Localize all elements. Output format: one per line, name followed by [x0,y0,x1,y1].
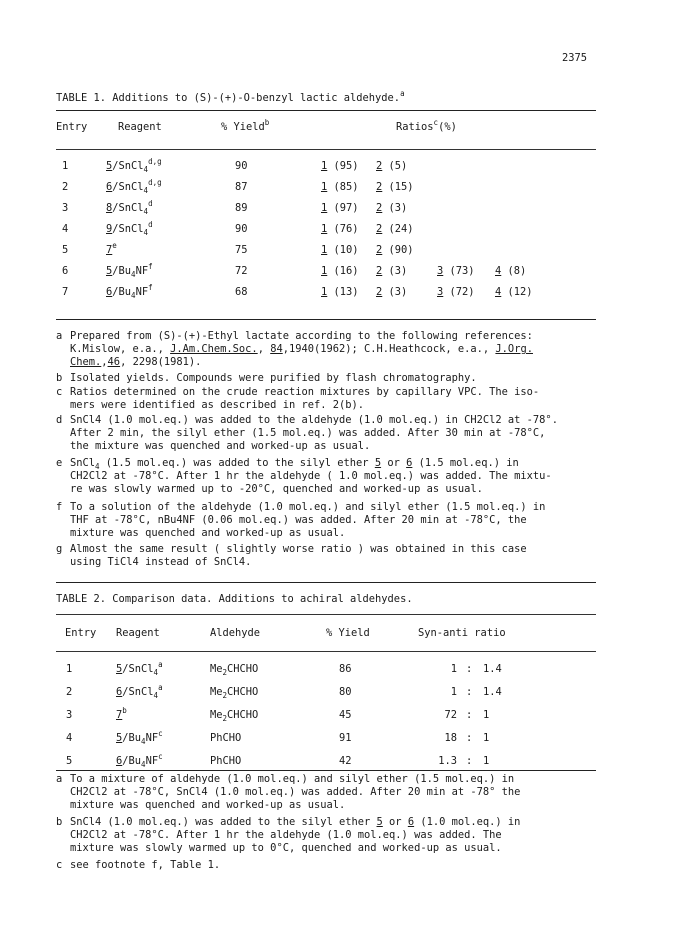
table1-footnote-d: d SnCl4 (1.0 mol.eq.) was added to the aldehyde (1.0 mol.eq.) in CH2Cl2 at -78°. After 2 min, the silyl ether (1.5 mol.eq.) was added. After 30 min at -78°C, the mixture was quenched and worked-up as usual. [56,414,558,452]
table1-header-yield: % Yield$^b$ [221,118,270,133]
table1-header-ratios: Ratios$^c$(%) [396,118,457,133]
table1-header-entry: Entry [56,121,88,133]
table1-bottom-rule [56,319,596,320]
table1-footnote-a: a Prepared from (S)-(+)-Ethyl lactate according to the following references: K.Mislow, e.a., J.Am.Chem.Soc., 84,1940(1962); C.H.Heathcock, e.a., J.Org. Chem.,46, 2298(1981). [56,330,533,368]
table1-cell-yield: 75 [235,244,248,256]
table1-cell-ratio-1: 1 (16) [321,265,359,277]
table2-cell-aldehyde: $Me_2CHCHO$ [210,686,259,700]
table2-cell-colon: : [466,709,473,721]
table1-cell-reagent: 9/SnCl$_4^d$ [106,220,153,237]
table1-cell-ratio-4: 4 (12) [495,286,533,298]
table1-header-rule [56,149,596,150]
table2-header-ratio: Syn-anti ratio [418,627,506,639]
table2-cell-syn: 1 [450,686,457,698]
page-number: 2375 [562,52,588,64]
table1-cell-ratio-3: 3 (72) [437,286,475,298]
table2-cell-colon: : [466,755,473,767]
table2-cell-anti: 1.4 [483,686,502,698]
table1-cell-entry: 1 [62,160,69,172]
table1-footnote-f: f To a solution of the aldehyde (1.0 mol.eq.) and silyl ether (1.5 mol.eq.) in THF at -78°C, nBu4NF (0.06 mol.eq.) was added. After 20 min at -78°C, the mixture was quenched and worked-up as usual. [56,501,546,539]
table1-title: TABLE 1. Additions to (S)-(+)-O-benzyl lactic aldehyde.$^a$ [56,89,405,104]
table1-cell-ratio-2: 2 (5) [376,160,408,172]
table2-cell-yield: 80 [339,686,352,698]
table1-footnote-c: c Ratios determined on the crude reaction mixtures by capillary VPC. The iso- mers were identified as described in ref. 2(b). [56,386,540,411]
table1-cell-entry: 5 [62,244,69,256]
table1-footnote-e: e SnCl$_4$ (1.5 mol.eq.) was added to the silyl ether 5 or 6 (1.5 mol.eq.) in CH2Cl2 at -78°C. After 1 hr the aldehyde ( 1.0 mol.eq.) was added. The mixtu- re was slowly warmed up to -20°C, quenched and worked-up as usual. [56,457,552,495]
table2-cell-anti: 1 [483,732,490,744]
table2-cell-aldehyde: $Me_2CHCHO$ [210,663,259,677]
table1-cell-ratio-1: 1 (10) [321,244,359,256]
table1-cell-ratio-1: 1 (95) [321,160,359,172]
table1-top-rule [56,110,596,111]
table1-cell-ratio-4: 4 (8) [495,265,527,277]
table2-title: TABLE 2. Comparison data. Additions to achiral aldehydes. [56,593,413,605]
table1-cell-yield: 68 [235,286,248,298]
table2-title-top-rule [56,582,596,583]
table2-cell-anti: 1 [483,755,490,767]
table2-cell-reagent: $5/Bu_4NF^c$ [116,729,163,746]
table2-footnote-b: b SnCl4 (1.0 mol.eq.) was added to the silyl ether 5 or 6 (1.0 mol.eq.) in CH2Cl2 at -78°C. After 1 hr the aldehyde (1.0 mol.eq.) was added. The mixture was slowly warmed up to 0°C, quenched and worked-up as usual. [56,816,521,854]
table1-cell-ratio-2: 2 (3) [376,202,408,214]
table2-cell-yield: 45 [339,709,352,721]
table2-bottom-rule [56,770,596,771]
table2-cell-syn: 1.3 [438,755,457,767]
table1-cell-yield: 89 [235,202,248,214]
table1-cell-ratio-1: 1 (85) [321,181,359,193]
table2-cell-entry: 5 [66,755,73,767]
table2-cell-yield: 86 [339,663,352,675]
table2-cell-syn: 18 [444,732,457,744]
table1-cell-reagent: 5/SnCl$_4^{d,g}$ [106,157,162,174]
table2-cell-entry: 3 [66,709,73,721]
table1-cell-entry: 4 [62,223,69,235]
table2-header-reagent: Reagent [116,627,160,639]
table2-header-entry: Entry [65,627,97,639]
table1-cell-reagent: 7e [106,241,117,256]
table2-cell-yield: 91 [339,732,352,744]
table2-cell-aldehyde: PhCHO [210,732,242,744]
table2-cell-entry: 1 [66,663,73,675]
table2-cell-colon: : [466,663,473,675]
table1-cell-ratio-2: 2 (3) [376,265,408,277]
table2-cell-syn: 72 [444,709,457,721]
table1-cell-entry: 7 [62,286,69,298]
table1-cell-yield: 90 [235,223,248,235]
table1-cell-ratio-1: 1 (76) [321,223,359,235]
table2-cell-colon: : [466,732,473,744]
table1-cell-ratio-2: 2 (15) [376,181,414,193]
table1-cell-reagent: $5/Bu_4NF^f$ [106,262,153,279]
table1-cell-yield: 90 [235,160,248,172]
table2-cell-aldehyde: PhCHO [210,755,242,767]
table1-cell-ratio-2: 2 (90) [376,244,414,256]
table1-cell-reagent: 6/SnCl$_4^{d,g}$ [106,178,162,195]
table2-cell-reagent: 7$^b$ [116,706,127,721]
table1-cell-yield: 87 [235,181,248,193]
table1-cell-entry: 2 [62,181,69,193]
table2-cell-entry: 2 [66,686,73,698]
table2-cell-yield: 42 [339,755,352,767]
table2-cell-syn: 1 [450,663,457,675]
table1-cell-entry: 6 [62,265,69,277]
table1-cell-reagent: $6/Bu_4NF^f$ [106,283,153,300]
table2-header-aldehyde: Aldehyde [210,627,261,639]
table1-cell-ratio-2: 2 (3) [376,286,408,298]
table2-cell-aldehyde: $Me_2CHCHO$ [210,709,259,723]
table1-footnote-b: b Isolated yields. Compounds were purified by flash chromatography. [56,372,477,384]
table1-header-reagent: Reagent [118,121,162,133]
table2-top-rule [56,614,596,615]
table1-cell-entry: 3 [62,202,69,214]
table2-header-yield: % Yield [326,627,370,639]
table2-footnote-c: c see footnote f, Table 1. [56,859,221,871]
table1-cell-ratio-1: 1 (13) [321,286,359,298]
table2-header-rule [56,651,596,652]
table2-cell-reagent: 6/SnCl$_4^a$ [116,683,163,700]
table2-cell-reagent: $6/Bu_4NF^c$ [116,752,163,769]
table1-cell-ratio-3: 3 (73) [437,265,475,277]
table1-cell-ratio-1: 1 (97) [321,202,359,214]
table2-footnote-a: a To a mixture of aldehyde (1.0 mol.eq.) and silyl ether (1.5 mol.eq.) in CH2Cl2 at -78°C, SnCl4 (1.0 mol.eq.) was added. After 20 min at -78° the mixture was quenched and worked-up as usual. [56,773,521,811]
table2-cell-reagent: 5/SnCl$_4^a$ [116,660,163,677]
table1-cell-yield: 72 [235,265,248,277]
table1-footnote-g: g Almost the same result ( slightly worse ratio ) was obtained in this case using TiCl4 instead of SnCl4. [56,543,527,568]
table2-cell-entry: 4 [66,732,73,744]
table2-cell-colon: : [466,686,473,698]
table1-cell-reagent: 8/SnCl$_4^d$ [106,199,153,216]
table2-cell-anti: 1 [483,709,490,721]
table2-cell-anti: 1.4 [483,663,502,675]
table1-cell-ratio-2: 2 (24) [376,223,414,235]
